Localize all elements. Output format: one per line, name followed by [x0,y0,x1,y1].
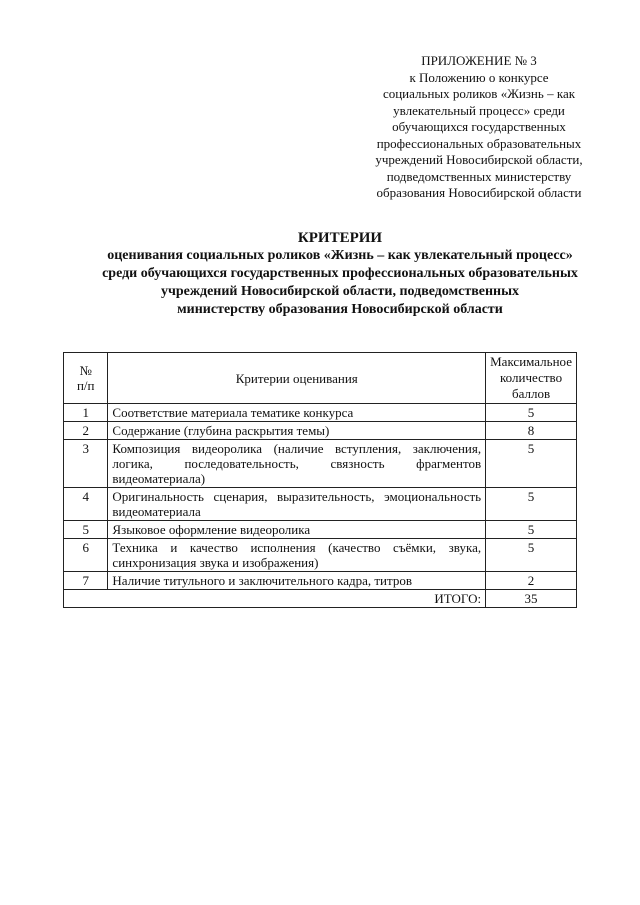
row-criterion: Оригинальность сценария, выразительность, эмоциональность видеоматериала [108,488,486,521]
table-header-row [64,353,577,404]
document-subtitle-line: министерству образования Новосибирской области [177,302,503,317]
appendix-header [358,53,600,202]
row-points: 8 [486,422,577,440]
header-max-line: баллов [511,386,551,401]
row-points: 5 [486,404,577,422]
table-row [64,521,577,539]
appendix-line: ПРИЛОЖЕНИЕ № 3 [421,53,537,68]
table-row [64,488,577,521]
header-number-line: п/п [76,378,95,393]
criteria-table [63,352,577,608]
appendix-line: обучающихся государственных [392,119,566,134]
appendix-line: к Положению о конкурсе [409,69,549,85]
row-number: 6 [64,539,108,572]
header-number [64,353,108,404]
document-title-block [40,229,640,319]
row-points: 5 [486,539,577,572]
table-row [64,572,577,590]
table-row [64,440,577,488]
row-number: 3 [64,440,108,488]
total-value: 35 [486,590,577,608]
document-title: КРИТЕРИИ [297,230,383,246]
appendix-line: профессиональных образовательных [376,135,582,151]
row-number: 1 [64,404,108,422]
document-subtitle-line: учреждений Новосибирской области, подведомственных [160,284,520,299]
header-number-line: № [79,363,92,378]
row-number: 5 [64,521,108,539]
row-number: 4 [64,488,108,521]
header-max-line: количество [500,370,563,385]
table-total-row [64,590,577,608]
appendix-line: образования Новосибирской области [376,185,582,200]
header-criteria: Критерии оценивания [108,353,486,404]
appendix-line: учреждений Новосибирской области, [375,152,583,167]
row-criterion: Соответствие материала тематике конкурса [108,404,486,422]
appendix-line: социальных роликов «Жизнь – как [382,86,576,101]
row-criterion: Наличие титульного и заключительного кадра, титров [108,572,486,590]
appendix-line: подведомственных министерству [386,168,572,184]
document-subtitle-line: оценивания социальных роликов «Жизнь – как увлекательный процесс» [107,248,573,263]
appendix-line: увлекательный процесс» среди [393,102,565,118]
header-max-line: Максимальное [490,354,572,369]
document-subtitle-line: среди обучающихся государственных профессиональных образовательных [102,266,578,281]
row-criterion: Техника и качество исполнения (качество съёмки, звука, синхронизация звука и изображения) [108,539,486,572]
row-criterion: Содержание (глубина раскрытия темы) [108,422,486,440]
row-number: 2 [64,422,108,440]
row-points: 5 [486,488,577,521]
row-criterion: Языковое оформление видеоролика [108,521,486,539]
total-label: ИТОГО: [64,590,486,608]
table-row [64,539,577,572]
row-points: 5 [486,521,577,539]
table-row [64,422,577,440]
row-number: 7 [64,572,108,590]
row-criterion: Композиция видеоролика (наличие вступления, заключения, логика, последовательность, связность фрагментов видеоматериала) [108,440,486,488]
header-max-points [486,353,577,404]
row-points: 5 [486,440,577,488]
row-points: 2 [486,572,577,590]
table-row [64,404,577,422]
